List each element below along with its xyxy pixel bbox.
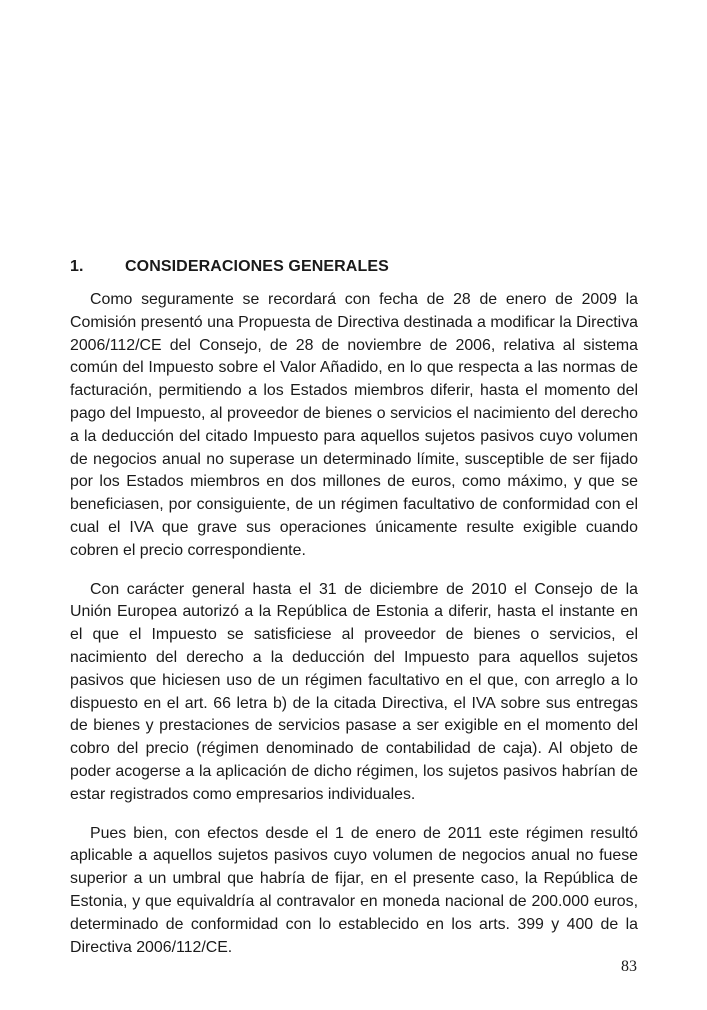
page-number: 83 xyxy=(621,958,637,975)
section-number: 1. xyxy=(70,258,84,275)
section-title: CONSIDERACIONES GENERALES xyxy=(125,258,389,275)
paragraph-3: Pues bien, con efectos desde el 1 de enero de 2011 este régimen resultó aplicable a aquellos sujetos pasivos cuyo volumen de negocios anual no fuese superior a un umbral que habría de fijar, en el presente caso, la República de Estonia, y que equivaldría al contravalor en moneda nacional de 200.000 euros, determinado de conformidad con lo establecido en los arts. 399 y 400 de la Directiva 2006/112/CE. xyxy=(70,824,638,956)
body-text xyxy=(70,289,638,975)
paragraph-1: Como seguramente se recordará con fecha de 28 de enero de 2009 la Comisión presentó una Propuesta de Directiva destinada a modificar la Directiva 2006/112/CE del Consejo, de 28 de noviembre de 2006, relativa al sistema común del Impuesto sobre el Valor Añadido, en lo que respecta a las normas de facturación, permitiendo a los Estados miembros diferir, hasta el momento del pago del Impuesto, al proveedor de bienes o servicios el nacimiento del derecho a la deducción del citado Impuesto para aquellos sujetos pasivos cuyo volumen de negocios anual no superase un determinado límite, susceptible de ser fijado por los Estados miembros en dos millones de euros, como máximo, y que se beneficiasen, por consiguiente, de un régimen facultativo de conformidad con el cual el IVA que grave sus operaciones únicamente resulte exigible cuando cobren el precio correspondiente. xyxy=(70,291,638,559)
paragraph-2: Con carácter general hasta el 31 de diciembre de 2010 el Consejo de la Unión Europea autorizó a la República de Estonia a diferir, hasta el instante en el que el Impuesto se satisficiese al proveedor de bienes o servicios, el nacimiento del derecho a la deducción del Impuesto para aquellos sujetos pasivos que hiciesen uso de un régimen facultativo en el que, con arreglo a lo dispuesto en el art. 66 letra b) de la citada Directiva, el IVA sobre sus entregas de bienes y prestaciones de servicios pasase a ser exigible en el momento del cobro del precio (régimen denominado de contabilidad de caja). Al objeto de poder acogerse a la aplicación de dicho régimen, los sujetos pasivos habrían de estar registrados como empresarios individuales. xyxy=(70,580,638,803)
section-heading xyxy=(70,258,640,276)
